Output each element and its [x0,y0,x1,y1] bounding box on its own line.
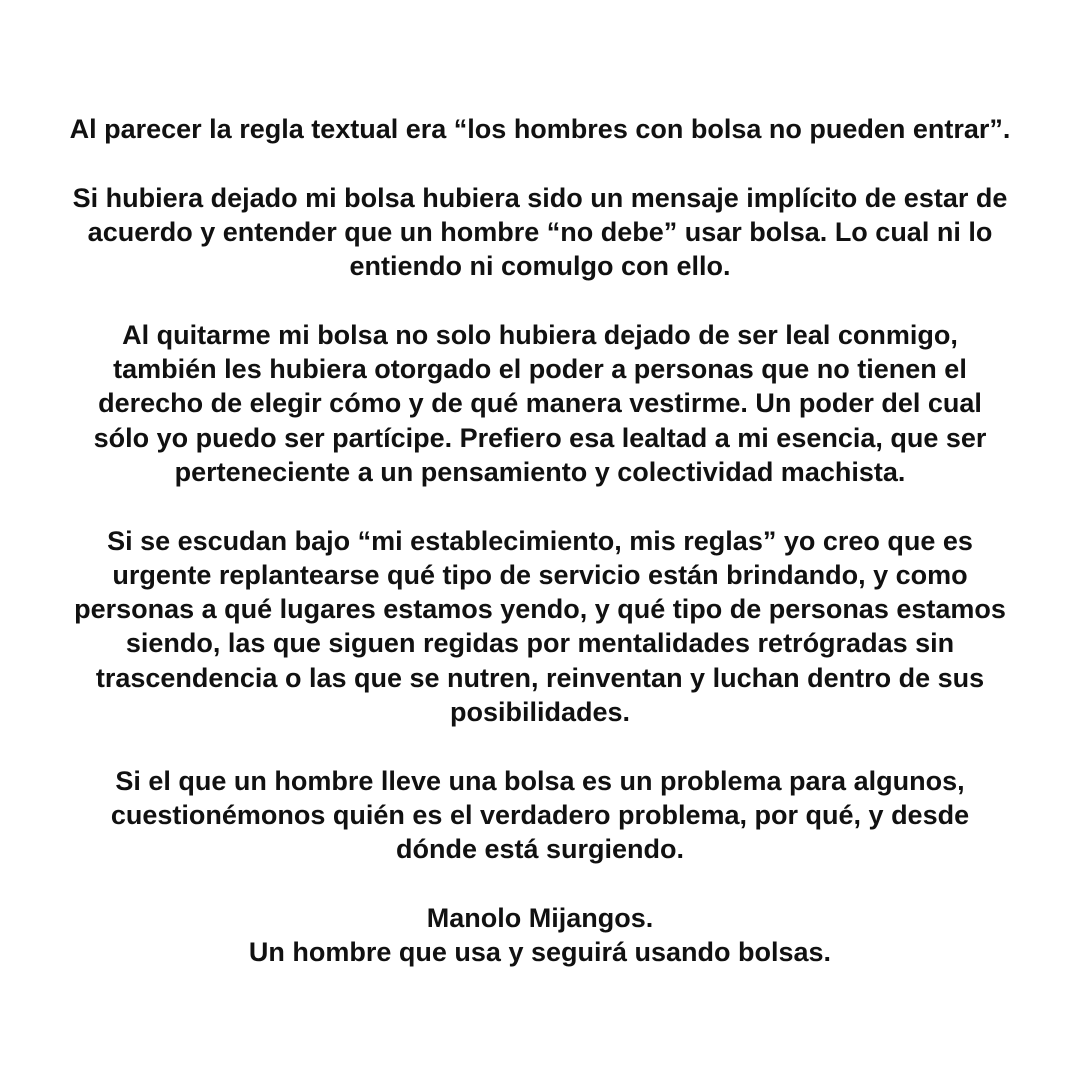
text-line: cuestionémonos quién es el verdadero problema, por qué, y desde [110,799,970,830]
text-line: entiendo ni comulgo con ello. [349,251,731,282]
text-line: también les hubiera otorgado el poder a personas que no tienen el [113,354,967,385]
paragraph-implicit-message [26,181,1054,284]
text-line: acuerdo y entender que un hombre “no debe” usar bolsa. Lo cual ni lo [87,216,993,247]
text-line: siendo, las que siguen regidas por mentalidades retrógradas sin [125,628,955,659]
statement-text [0,112,1080,1004]
text-line: urgente replantearse qué tipo de servicio están brindando, y como [112,559,968,590]
text-line: Al quitarme mi bolsa no solo hubiera dejado de ser leal conmigo, [122,319,958,350]
signature-name: Manolo Mijangos. [426,902,654,933]
text-line: Al parecer la regla textual era “los hombres con bolsa no pueden entrar”. [69,114,1011,144]
signature-block [26,901,1054,970]
signature-tagline: Un hombre que usa y seguirá usando bolsas. [248,937,832,968]
paragraph-establishment-rules [26,524,1054,730]
text-line: dónde está surgiendo. [395,834,685,865]
text-line: Si se escudan bajo “mi establecimiento, mis reglas” yo creo que es [107,525,973,556]
paragraph-true-problem [26,764,1054,867]
text-line: derecho de elegir cómo y de qué manera vestirme. Un poder del cual [98,388,982,419]
text-line: Si el que un hombre lleve una bolsa es un problema para algunos, [115,765,965,796]
paragraph-loyalty [26,318,1054,489]
text-line: Si hubiera dejado mi bolsa hubiera sido un mensaje implícito de estar de [72,182,1008,213]
text-line: posibilidades. [449,697,631,728]
text-line: trascendencia o las que se nutren, reinventan y luchan dentro de sus [95,662,985,693]
text-line: sólo yo puedo ser partícipe. Prefiero esa lealtad a mi esencia, que ser [93,422,987,453]
text-line: perteneciente a un pensamiento y colectividad machista. [174,456,906,487]
text-line: personas a qué lugares estamos yendo, y qué tipo de personas estamos [74,594,1006,625]
paragraph-rule [26,112,1054,146]
